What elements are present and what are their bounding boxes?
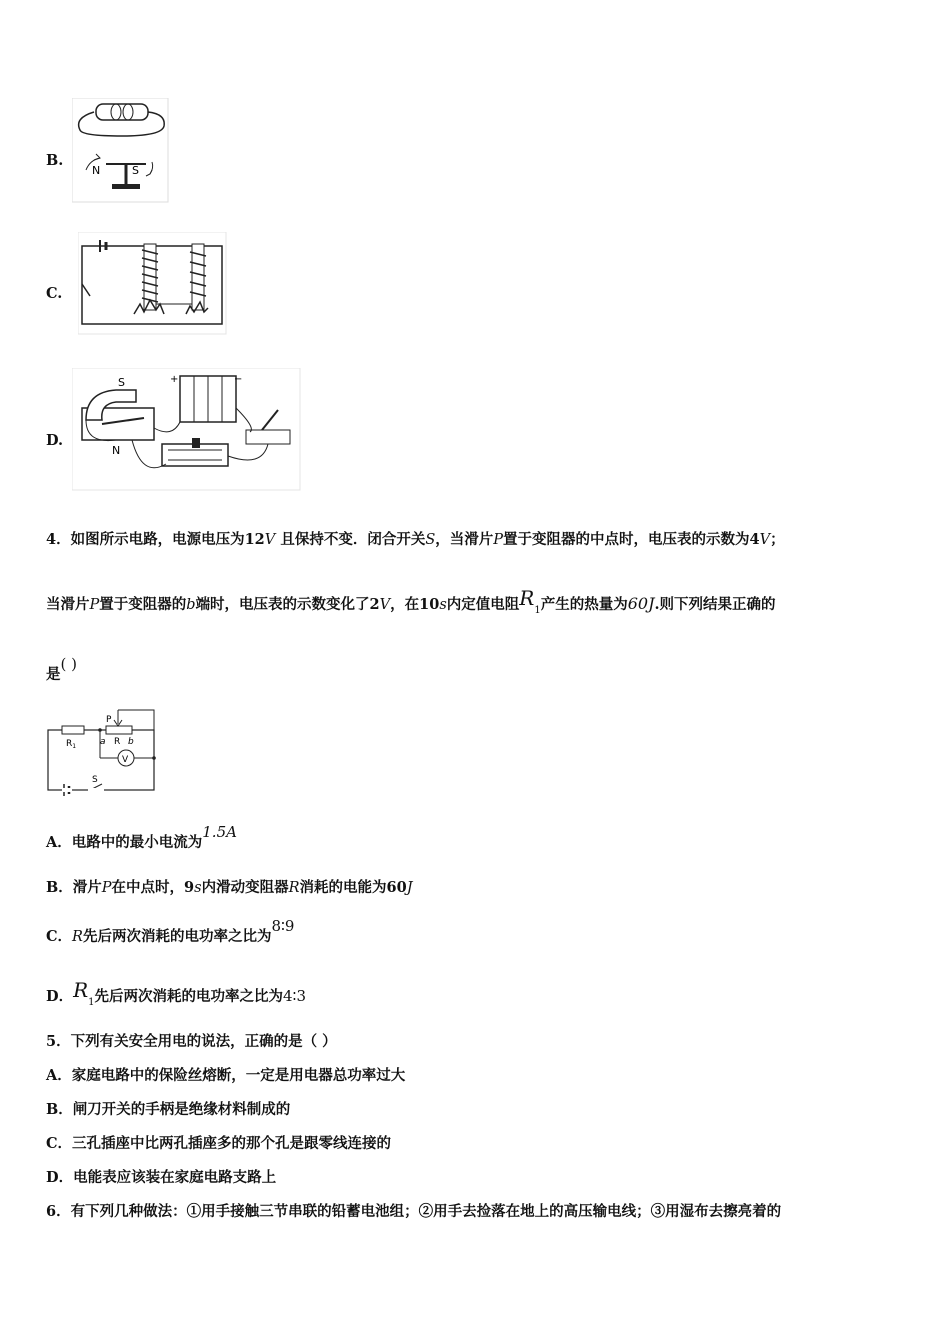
figure-d-s: S — [118, 376, 125, 389]
q4-option-a: A．电路中的最小电流为1.5A — [46, 823, 237, 851]
q4-line3: 是( ) — [46, 655, 77, 683]
q6-stem: 6．有下列几种做法：①用手接触三节串联的铅蓄电池组；②用手去捡落在地上的高压输电线；③用湿布去擦亮着的 — [46, 1203, 782, 1220]
figure-option-c — [78, 232, 228, 336]
circuit-r: R — [114, 737, 121, 747]
q4-option-c: C．R先后两次消耗的电功率之比为8∶9 — [46, 917, 295, 945]
figure-b-n: N — [92, 164, 101, 177]
q4-option-b: B．滑片P在中点时，9s内滑动变阻器R消耗的电能为60J — [46, 879, 413, 896]
q5-option-a: A．家庭电路中的保险丝熔断，一定是用电器总功率过大 — [46, 1067, 406, 1084]
circuit-a: a — [100, 737, 106, 747]
figure-b-s: S — [132, 164, 139, 177]
q4-line1: 4．如图所示电路，电源电压为12V 且保持不变．闭合开关S，当滑片P置于变阻器的中点时，电压表的示数为4V； — [46, 531, 785, 548]
figure-d-n: N — [112, 444, 121, 457]
option-b-label: B. — [46, 152, 64, 169]
figure-d-plus: + — [170, 374, 179, 385]
q5-stem: 5．下列有关安全用电的说法，正确的是（ ） — [46, 1033, 337, 1050]
q5-option-b: B．闸刀开关的手柄是绝缘材料制成的 — [46, 1101, 291, 1118]
option-d-label: D. — [46, 432, 64, 449]
circuit-b: b — [128, 737, 134, 747]
circuit-p: P — [106, 715, 112, 725]
figure-option-b — [72, 98, 172, 204]
figure-option-d — [72, 368, 302, 492]
q4-circuit-diagram — [44, 706, 160, 798]
circuit-v: V — [122, 755, 129, 765]
option-c-label: C. — [46, 285, 63, 302]
circuit-s: S — [92, 775, 98, 785]
q5-option-c: C．三孔插座中比两孔插座多的那个孔是跟零线连接的 — [46, 1135, 392, 1152]
q4-line2: 当滑片P置于变阻器的b端时，电压表的示数变化了2V，在10s内定值电阻$R_1$产生的热量为60J.则下列结果正确的 — [46, 586, 776, 616]
figure-d-minus: − — [234, 374, 243, 385]
q5-option-d: D．电能表应该装在家庭电路支路上 — [46, 1169, 277, 1186]
circuit-r1: $R_1$ — [66, 739, 77, 750]
q4-option-d: D．$R_1$先后两次消耗的电功率之比为4∶3 — [46, 978, 307, 1008]
